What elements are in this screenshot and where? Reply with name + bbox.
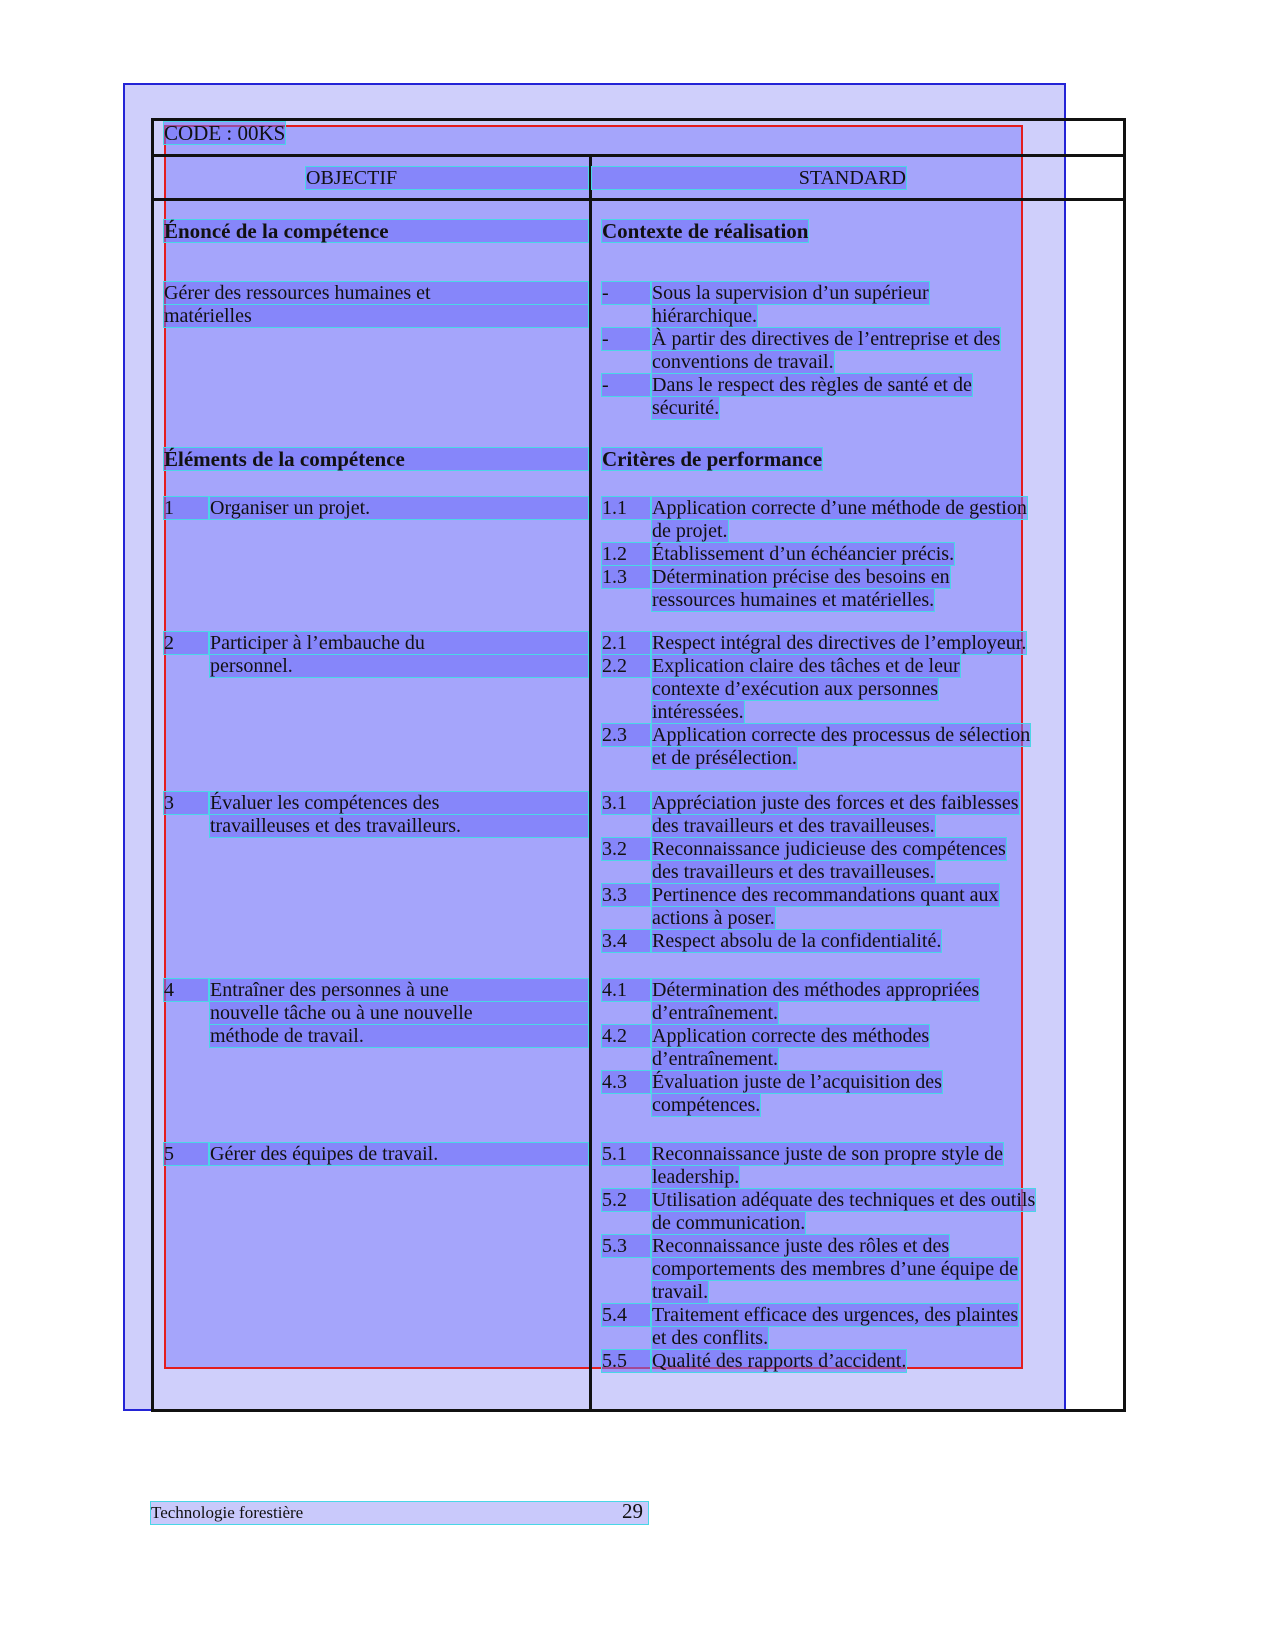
- bullet-marker: -: [602, 282, 650, 304]
- element-text: Participer à l’embauche du: [210, 632, 588, 654]
- critere-text: Reconnaissance juste de son propre style de: [652, 1143, 1004, 1165]
- table-divider-header: [151, 198, 1126, 201]
- critere-text: d’entraînement.: [652, 1048, 779, 1070]
- critere-text: et de présélection.: [652, 747, 797, 769]
- critere-number: 2.1: [602, 632, 650, 654]
- bullet-text: À partir des directives de l’entreprise et des: [652, 328, 1001, 350]
- bullet-marker: -: [602, 374, 650, 396]
- critere-number: 3.3: [602, 884, 650, 906]
- code-label: CODE : 00KS: [164, 121, 286, 145]
- element-number: 2: [164, 632, 208, 654]
- element-number: 3: [164, 792, 208, 814]
- bullet-text: conventions de travail.: [652, 351, 834, 373]
- bullet-marker: -: [602, 328, 650, 350]
- critere-number: 4.1: [602, 979, 650, 1001]
- critere-text: Appréciation juste des forces et des faiblesses: [652, 792, 1019, 814]
- element-number: 5: [164, 1143, 208, 1165]
- element-number: 4: [164, 979, 208, 1001]
- element-text: Entraîner des personnes à une: [210, 979, 588, 1001]
- element-number: 1: [164, 497, 208, 519]
- critere-text: Détermination précise des besoins en: [652, 566, 950, 588]
- critere-number: 1.3: [602, 566, 650, 588]
- critere-text: Établissement d’un échéancier précis.: [652, 543, 955, 565]
- critere-text: Respect intégral des directives de l’employeur.: [652, 632, 1027, 654]
- element-text: nouvelle tâche ou à une nouvelle: [210, 1002, 588, 1024]
- critere-number: 1.1: [602, 497, 650, 519]
- critere-text: ressources humaines et matérielles.: [652, 589, 935, 611]
- critere-number: 5.3: [602, 1235, 650, 1257]
- critere-number: 3.2: [602, 838, 650, 860]
- critere-text: Qualité des rapports d’accident.: [652, 1350, 907, 1372]
- critere-text: d’entraînement.: [652, 1002, 779, 1024]
- critere-number: 1.2: [602, 543, 650, 565]
- critere-text: Pertinence des recommandations quant aux: [652, 884, 999, 906]
- critere-text: Détermination des méthodes appropriées: [652, 979, 980, 1001]
- critere-text: Application correcte des processus de sélection: [652, 724, 1031, 746]
- critere-text: des travailleurs et des travailleuses.: [652, 861, 935, 883]
- critere-text: compétences.: [652, 1094, 761, 1116]
- critere-text: de projet.: [652, 520, 728, 542]
- critere-text: travail.: [652, 1281, 709, 1303]
- critere-number: 5.2: [602, 1189, 650, 1211]
- critere-text: Traitement efficace des urgences, des plaintes: [652, 1304, 1019, 1326]
- critere-text: comportements des membres d’une équipe de: [652, 1258, 1018, 1280]
- objectif-header: OBJECTIF: [306, 167, 588, 189]
- critere-text: actions à poser.: [652, 907, 775, 929]
- critere-number: 3.4: [602, 930, 650, 952]
- critere-text: leadership.: [652, 1166, 740, 1188]
- critere-text: intéressées.: [652, 701, 744, 723]
- element-text: personnel.: [210, 655, 588, 677]
- critere-number: 5.1: [602, 1143, 650, 1165]
- critere-text: de communication.: [652, 1212, 806, 1234]
- bullet-text: hiérarchique.: [652, 305, 757, 327]
- table-column-divider: [589, 156, 592, 1412]
- critere-text: Reconnaissance judicieuse des compétences: [652, 838, 1006, 860]
- critere-number: 5.4: [602, 1304, 650, 1326]
- enonce-heading: Énoncé de la compétence: [164, 220, 588, 242]
- bullet-text: Sous la supervision d’un supérieur: [652, 282, 929, 304]
- elements-heading: Éléments de la compétence: [164, 448, 588, 470]
- enonce-line: matérielles: [164, 305, 588, 327]
- bullet-text: Dans le respect des règles de santé et de: [652, 374, 972, 396]
- critere-number: 2.2: [602, 655, 650, 677]
- enonce-line: Gérer des ressources humaines et: [164, 282, 588, 304]
- critere-text: et des conflits.: [652, 1327, 769, 1349]
- element-text: Organiser un projet.: [210, 497, 588, 519]
- critere-text: Évaluation juste de l’acquisition des: [652, 1071, 942, 1093]
- critere-number: 5.5: [602, 1350, 650, 1372]
- critere-number: 4.2: [602, 1025, 650, 1047]
- bullet-text: sécurité.: [652, 397, 720, 419]
- critere-text: Reconnaissance juste des rôles et des: [652, 1235, 950, 1257]
- critere-text: Respect absolu de la confidentialité.: [652, 930, 942, 952]
- element-text: travailleuses et des travailleurs.: [210, 815, 588, 837]
- footer-title: Technologie forestière: [151, 1503, 304, 1522]
- critere-text: Explication claire des tâches et de leur: [652, 655, 960, 677]
- page-number: 29: [622, 1499, 643, 1523]
- critere-text: des travailleurs et des travailleuses.: [652, 815, 935, 837]
- contexte-heading: Contexte de réalisation: [602, 219, 809, 243]
- element-text: Évaluer les compétences des: [210, 792, 588, 814]
- critere-text: Application correcte des méthodes: [652, 1025, 930, 1047]
- critere-number: 2.3: [602, 724, 650, 746]
- standard-header: STANDARD: [592, 167, 906, 189]
- element-text: méthode de travail.: [210, 1025, 588, 1047]
- criteres-heading: Critères de performance: [602, 447, 823, 471]
- table-divider-top: [151, 154, 1126, 157]
- critere-text: Application correcte d’une méthode de gestion: [652, 497, 1027, 519]
- critere-text: contexte d’exécution aux personnes: [652, 678, 939, 700]
- critere-number: 4.3: [602, 1071, 650, 1093]
- element-text: Gérer des équipes de travail.: [210, 1143, 588, 1165]
- critere-number: 3.1: [602, 792, 650, 814]
- critere-text: Utilisation adéquate des techniques et des outils: [652, 1189, 1036, 1211]
